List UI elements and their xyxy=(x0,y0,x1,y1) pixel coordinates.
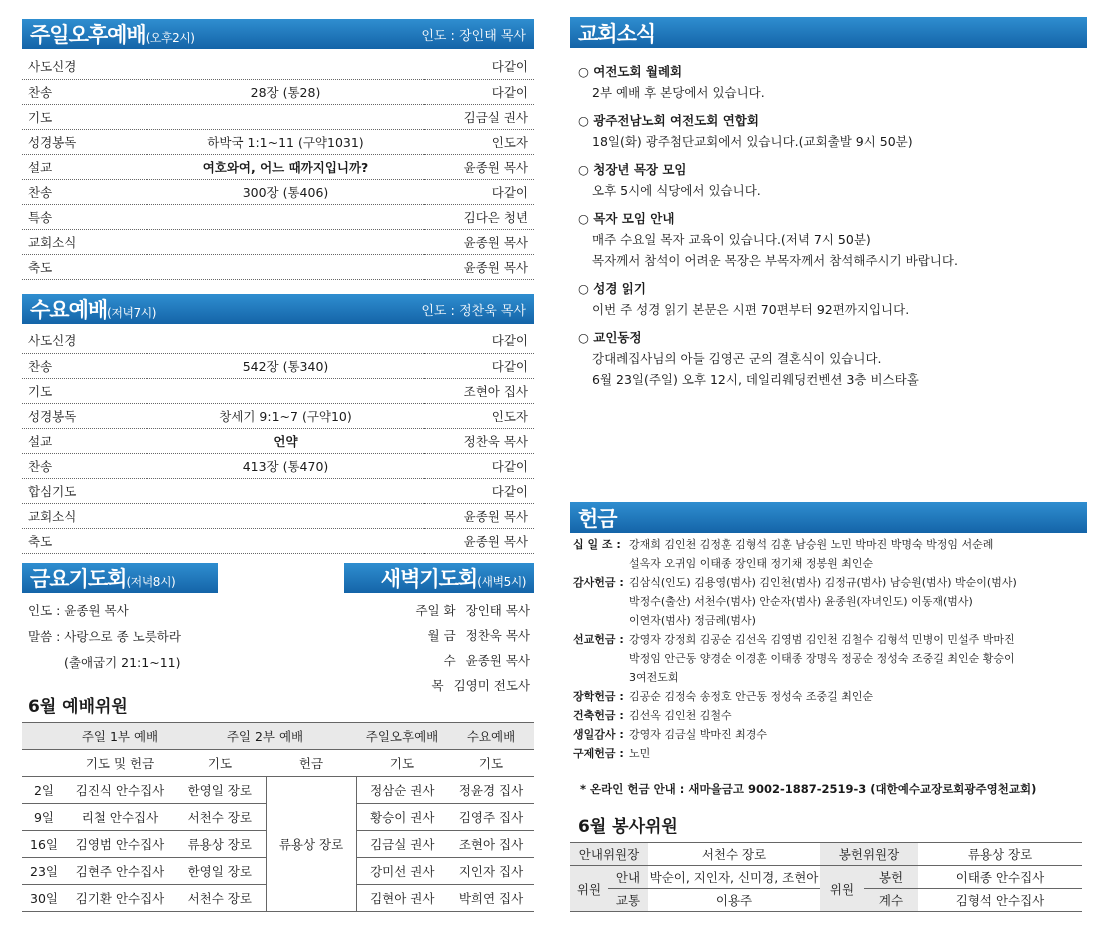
staff-afternoon-prayer: 정삼순 권사 xyxy=(356,777,448,804)
service-role: 안내 xyxy=(608,866,648,889)
news-item-title: ○ 목자 모임 안내 xyxy=(578,211,675,226)
order-item: 설교 xyxy=(22,154,147,179)
order-content xyxy=(147,503,424,528)
dawn-day: 월 금 xyxy=(427,628,456,643)
staff-date: 2일 xyxy=(22,777,66,804)
service-staff-table xyxy=(570,842,1082,912)
order-row xyxy=(22,79,534,104)
service-name: 류용상 장로 xyxy=(918,843,1082,866)
offering-list xyxy=(573,535,1083,763)
order-item: 찬송 xyxy=(22,79,147,104)
offering-label: 건축헌금 : xyxy=(573,709,624,722)
staff-header: 주일오후예배 xyxy=(356,723,448,750)
offering-row xyxy=(573,687,1083,706)
order-content xyxy=(147,328,424,353)
order-person: 다같이 xyxy=(424,328,534,353)
order-row xyxy=(22,528,534,553)
offering-label: 선교헌금 : xyxy=(573,633,624,646)
order-content xyxy=(147,229,424,254)
order-item: 설교 xyxy=(22,428,147,453)
order-person: 윤종원 목사 xyxy=(424,229,534,254)
dawn-schedule xyxy=(380,598,530,698)
staff-subheader: 헌금 xyxy=(266,750,356,777)
staff-first-service: 김진식 안수집사 xyxy=(66,777,174,804)
order-row xyxy=(22,378,534,403)
staff-wednesday-prayer: 조현아 집사 xyxy=(448,831,534,858)
news-item-text: 6월 23일(주일) 오후 12시, 데일리웨딩컨벤션 3층 비스타홀 xyxy=(592,372,919,387)
offering-label: 장학헌금 : xyxy=(573,690,624,703)
order-person: 다같이 xyxy=(424,353,534,378)
service-label: 안내위원장 xyxy=(570,843,648,866)
news-item xyxy=(578,328,1078,390)
dawn-leader: 김영미 전도사 xyxy=(453,678,530,693)
dawn-leader: 정찬욱 목사 xyxy=(465,628,530,643)
order-person: 인도자 xyxy=(424,129,534,154)
friday-header xyxy=(22,563,218,593)
order-content xyxy=(147,254,424,279)
news-header xyxy=(570,17,1087,48)
sunday-pm-title: 주일오후예배(오후2시) xyxy=(30,23,195,47)
news-item-title: ○ 교인동정 xyxy=(578,330,642,345)
order-row xyxy=(22,154,534,179)
staff-afternoon-prayer: 강미선 권사 xyxy=(356,858,448,885)
staff-second-prayer: 류용상 장로 xyxy=(174,831,266,858)
staff-second-prayer: 한영일 장로 xyxy=(174,777,266,804)
offering-title: 헌금 xyxy=(578,506,617,531)
order-content xyxy=(147,104,424,129)
news-item-text: 매주 수요일 목자 교육이 있습니다.(저녁 7시 50분) xyxy=(592,232,871,247)
offering-row xyxy=(573,744,1083,763)
news-item-text: 2부 예배 후 본당에서 있습니다. xyxy=(592,85,765,100)
friday-info xyxy=(28,598,181,676)
order-row xyxy=(22,403,534,428)
order-item: 찬송 xyxy=(22,453,147,478)
order-content xyxy=(147,378,424,403)
news-item-title: ○ 여전도회 월례회 xyxy=(578,64,683,79)
service-row xyxy=(570,866,1082,889)
news-item xyxy=(578,62,1078,103)
order-item: 교회소식 xyxy=(22,503,147,528)
news-item-text: 강대례집사님의 아들 김영곤 군의 결혼식이 있습니다. xyxy=(592,351,882,366)
staff-subheader: 기도 xyxy=(448,750,534,777)
order-row xyxy=(22,353,534,378)
service-role: 계수 xyxy=(864,889,918,912)
service-name: 이태종 안수집사 xyxy=(918,866,1082,889)
news-list xyxy=(578,62,1078,398)
staff-second-prayer: 서천수 장로 xyxy=(174,885,266,912)
news-item-title: ○ 청장년 목장 모임 xyxy=(578,162,687,177)
dawn-leader: 장인태 목사 xyxy=(465,603,530,618)
dawn-day: 주일 화 xyxy=(415,603,456,618)
staff-second-offering: 류용상 장로 xyxy=(266,777,356,912)
order-person: 윤종원 목사 xyxy=(424,503,534,528)
offering-label: 생일감사 : xyxy=(573,728,624,741)
service-name: 서천수 장로 xyxy=(648,843,820,866)
staff-header-blank xyxy=(22,723,66,750)
order-person: 김금실 권사 xyxy=(424,104,534,129)
offering-names: 노민 xyxy=(629,747,651,760)
staff-first-service: 김기환 안수집사 xyxy=(66,885,174,912)
news-item xyxy=(578,279,1078,320)
order-content: 300장 (통406) xyxy=(147,179,424,204)
service-committee-label: 위원 xyxy=(820,866,864,912)
staff-date: 9일 xyxy=(22,804,66,831)
service-name: 김형석 안수집사 xyxy=(918,889,1082,912)
news-title: 교회소식 xyxy=(578,21,656,46)
staff-date: 16일 xyxy=(22,831,66,858)
wednesday-header xyxy=(22,294,534,324)
staff-date: 30일 xyxy=(22,885,66,912)
wednesday-order xyxy=(22,328,534,554)
offering-names: 강영자 강정희 김공순 김선옥 김영범 김인천 김철수 김형석 민병이 민설주 박마진 박정임 안근동 양경순 이경훈 이태종 장명옥 정공순 정성숙 조중길 최인순 황승이 3여전도회 xyxy=(629,633,1015,684)
staff-second-prayer: 서천수 장로 xyxy=(174,804,266,831)
news-item-text: 이번 주 성경 읽기 본문은 시편 70편부터 92편까지입니다. xyxy=(592,302,910,317)
offering-row xyxy=(573,725,1083,744)
order-person: 윤종원 목사 xyxy=(424,528,534,553)
offering-header xyxy=(570,502,1087,533)
order-content: 542장 (통340) xyxy=(147,353,424,378)
order-row xyxy=(22,229,534,254)
staff-subheader-row xyxy=(22,750,534,777)
worship-staff-table xyxy=(22,722,534,912)
service-name: 박순이, 지인자, 신미경, 조현아 xyxy=(648,866,820,889)
staff-afternoon-prayer: 김금실 권사 xyxy=(356,831,448,858)
order-content xyxy=(147,204,424,229)
staff-afternoon-prayer: 김현아 권사 xyxy=(356,885,448,912)
dawn-row xyxy=(380,623,530,648)
order-item: 성경봉독 xyxy=(22,129,147,154)
order-person: 다같이 xyxy=(424,79,534,104)
wednesday-leader: 인도 : 정찬욱 목사 xyxy=(421,303,526,319)
offering-label: 구제헌금 : xyxy=(573,747,624,760)
order-content: 하박국 1:1~11 (구약1031) xyxy=(147,129,424,154)
friday-ref: (출애굽기 21:1~11) xyxy=(64,655,181,670)
service-label: 봉헌위원장 xyxy=(820,843,918,866)
order-content: 창세기 9:1~7 (구약10) xyxy=(147,403,424,428)
staff-second-prayer: 한영일 장로 xyxy=(174,858,266,885)
order-content xyxy=(147,54,424,79)
order-content: 언약 xyxy=(147,428,424,453)
sunday-pm-header xyxy=(22,19,534,49)
staff-subheader: 기도 xyxy=(356,750,448,777)
service-head-row xyxy=(570,843,1082,866)
order-item: 사도신경 xyxy=(22,328,147,353)
order-row xyxy=(22,129,534,154)
staff-date: 23일 xyxy=(22,858,66,885)
dawn-day: 목 xyxy=(431,678,444,693)
friday-title: 금요기도회(저녁8시) xyxy=(30,567,176,591)
order-row xyxy=(22,328,534,353)
staff-wednesday-prayer: 정윤경 집사 xyxy=(448,777,534,804)
offering-row xyxy=(573,706,1083,725)
service-staff-title: 6월 봉사위원 xyxy=(578,817,678,837)
order-content xyxy=(147,478,424,503)
offering-row xyxy=(573,573,1083,630)
order-person: 김다은 청년 xyxy=(424,204,534,229)
offering-names: 김삼식(인도) 김용영(범사) 김인천(범사) 김정규(범사) 남승원(범사) 박순이(범사) 박정수(출산) 서천수(범사) 안순자(범사) 윤종원(자녀인도) 이동재(범사) 이연자(범사) 정금례(범사) xyxy=(629,576,1017,627)
news-item-text: 오후 5시에 식당에서 있습니다. xyxy=(592,183,761,198)
order-item: 교회소식 xyxy=(22,229,147,254)
dawn-row xyxy=(380,598,530,623)
order-content: 413장 (통470) xyxy=(147,453,424,478)
order-row xyxy=(22,478,534,503)
order-person: 정찬욱 목사 xyxy=(424,428,534,453)
staff-header: 주일 1부 예배 xyxy=(66,723,174,750)
order-row xyxy=(22,204,534,229)
online-offering-notice: * 온라인 헌금 안내 : 새마을금고 9002-1887-2519-3 (대한예수교장로회광주영천교회) xyxy=(580,782,1037,796)
order-item: 특송 xyxy=(22,204,147,229)
staff-wednesday-prayer: 지인자 집사 xyxy=(448,858,534,885)
service-role: 교통 xyxy=(608,889,648,912)
dawn-header xyxy=(344,563,534,593)
order-content: 28장 (통28) xyxy=(147,79,424,104)
friday-leader: 인도 : 윤종원 목사 xyxy=(28,603,129,618)
order-row xyxy=(22,428,534,453)
sunday-pm-order xyxy=(22,54,534,280)
order-item: 성경봉독 xyxy=(22,403,147,428)
dawn-day: 수 xyxy=(443,653,456,668)
worship-staff-title: 6월 예배위원 xyxy=(28,697,128,717)
order-item: 사도신경 xyxy=(22,54,147,79)
staff-row xyxy=(22,777,534,804)
staff-first-service: 김영범 안수집사 xyxy=(66,831,174,858)
order-item: 합심기도 xyxy=(22,478,147,503)
staff-first-service: 리철 안수집사 xyxy=(66,804,174,831)
order-person: 다같이 xyxy=(424,179,534,204)
offering-names: 김선옥 김인천 김철수 xyxy=(629,709,732,722)
order-row xyxy=(22,453,534,478)
news-item xyxy=(578,209,1078,271)
dawn-row xyxy=(380,648,530,673)
order-person: 인도자 xyxy=(424,403,534,428)
order-person: 다같이 xyxy=(424,478,534,503)
order-item: 찬송 xyxy=(22,179,147,204)
service-name: 이용주 xyxy=(648,889,820,912)
offering-names: 강재희 김인천 김정훈 김형석 김훈 남승원 노민 박마진 박명숙 박정임 서순례 설옥자 오귀임 이태종 장인태 정기채 정봉원 최인순 xyxy=(629,538,994,570)
order-person: 다같이 xyxy=(424,54,534,79)
offering-row xyxy=(573,630,1083,687)
order-person: 윤종원 목사 xyxy=(424,154,534,179)
order-content: 여호와여, 어느 때까지입니까? xyxy=(147,154,424,179)
order-person: 윤종원 목사 xyxy=(424,254,534,279)
staff-wednesday-prayer: 김영주 집사 xyxy=(448,804,534,831)
service-role: 봉헌 xyxy=(864,866,918,889)
news-item-text: 18일(화) 광주첨단교회에서 있습니다.(교회출발 9시 50분) xyxy=(592,134,913,149)
staff-header: 수요예배 xyxy=(448,723,534,750)
news-item-title: ○ 광주전남노회 여전도회 연합회 xyxy=(578,113,759,128)
order-person: 조현아 집사 xyxy=(424,378,534,403)
news-item xyxy=(578,160,1078,201)
sunday-pm-leader: 인도 : 장인태 목사 xyxy=(421,28,526,44)
dawn-leader: 윤종원 목사 xyxy=(465,653,530,668)
staff-subheader: 기도 xyxy=(174,750,266,777)
order-content xyxy=(147,528,424,553)
order-row xyxy=(22,254,534,279)
staff-wednesday-prayer: 박희연 집사 xyxy=(448,885,534,912)
news-item-title: ○ 성경 읽기 xyxy=(578,281,646,296)
staff-first-service: 김현주 안수집사 xyxy=(66,858,174,885)
order-row xyxy=(22,104,534,129)
friday-word: 말씀 : 사랑으로 종 노릇하라 xyxy=(28,629,181,644)
order-person: 다같이 xyxy=(424,453,534,478)
dawn-title: 새벽기도회(새벽5시) xyxy=(380,567,526,591)
offering-label: 감사헌금 : xyxy=(573,576,624,589)
dawn-row xyxy=(380,673,530,698)
order-item: 축도 xyxy=(22,254,147,279)
offering-row xyxy=(573,535,1083,573)
staff-subheader: 기도 및 헌금 xyxy=(66,750,174,777)
wednesday-title: 수요예배(저녁7시) xyxy=(30,298,156,322)
news-item-text: 목자께서 참석이 어려운 목장은 부목자께서 참석해주시기 바랍니다. xyxy=(592,253,958,268)
staff-subheader-blank xyxy=(22,750,66,777)
order-row xyxy=(22,503,534,528)
offering-names: 강영자 김금실 박마진 최경수 xyxy=(629,728,768,741)
order-item: 축도 xyxy=(22,528,147,553)
order-item: 기도 xyxy=(22,104,147,129)
offering-label: 십 일 조 : xyxy=(573,538,621,551)
order-row xyxy=(22,54,534,79)
news-item xyxy=(578,111,1078,152)
offering-names: 김공순 김정숙 송정호 안근동 정성숙 조중길 최인순 xyxy=(629,690,874,703)
order-item: 기도 xyxy=(22,378,147,403)
service-committee-label: 위원 xyxy=(570,866,608,912)
staff-header: 주일 2부 예배 xyxy=(174,723,356,750)
order-row xyxy=(22,179,534,204)
staff-afternoon-prayer: 황승이 권사 xyxy=(356,804,448,831)
order-item: 찬송 xyxy=(22,353,147,378)
staff-header-row xyxy=(22,723,534,750)
